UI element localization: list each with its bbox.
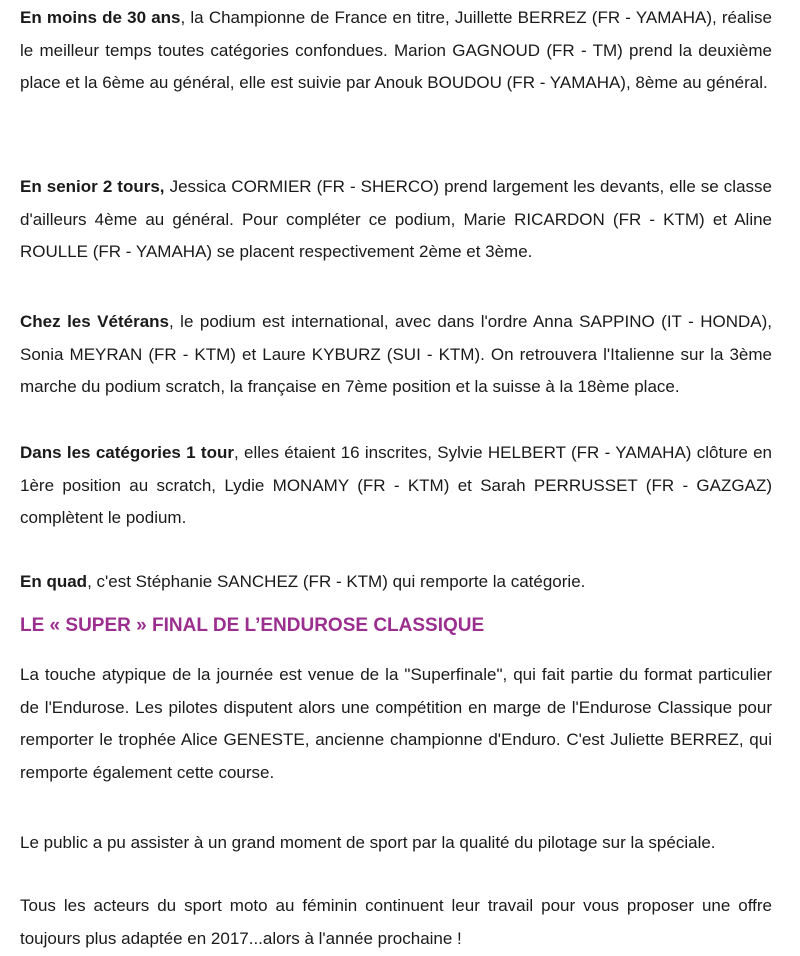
paragraph-lead: En moins de 30 ans	[20, 8, 181, 27]
paragraph-text: , c'est Stéphanie SANCHEZ (FR - KTM) qui remporte la catégorie.	[87, 572, 586, 591]
paragraph-lead: Dans les catégories 1 tour	[20, 443, 234, 462]
paragraph-public: Le public a pu assister à un grand moment de sport par la qualité du pilotage sur la spéciale.	[20, 833, 716, 852]
paragraph-quad	[20, 566, 585, 599]
paragraph-lead: En quad	[20, 572, 88, 591]
paragraph-text: , le podium est international, avec dans l'ordre Anna SAPPINO (IT - HONDA), Sonia MEYRAN (FR - KTM) et Laure KYBURZ (SUI - KTM). On retrouvera l'Italienne sur la 3ème marche du podium scratch, la française en 7ème position et la suisse à la 18ème place.	[20, 312, 772, 396]
paragraph-text: , la Championne de France en titre, Juillette BERREZ (FR - YAMAHA), réalise le meilleur temps toutes catégories confondues. Marion GAGNOUD (FR - TM) prend la deuxième place et la 6ème au général, elle est suivie par Anouk BOUDOU (FR - YAMAHA), 8ème au général.	[20, 8, 772, 92]
paragraph-veterans	[20, 306, 772, 404]
paragraph-under-30	[20, 2, 772, 100]
paragraph-senior	[20, 171, 772, 269]
paragraph-closing: Tous les acteurs du sport moto au féminin continuent leur travail pour vous proposer une offre toujours plus adaptée en 2017...alors à l'année prochaine !	[20, 896, 772, 948]
paragraph-text: , elles étaient 16 inscrites, Sylvie HELBERT (FR - YAMAHA) clôture en 1ère position au scratch, Lydie MONAMY (FR - KTM) et Sarah PERRUSSET (FR - GAZGAZ) complètent le podium.	[20, 443, 773, 527]
paragraph-lead: En senior 2 tours,	[20, 177, 165, 196]
paragraph-lead: Chez les Vétérans	[20, 312, 169, 331]
section-heading: LE « SUPER » FINAL DE L’ENDUROSE CLASSIQUE	[20, 615, 485, 636]
paragraph-text: Jessica CORMIER (FR - SHERCO) prend largement les devants, elle se classe d'ailleurs 4ème au général. Pour compléter ce podium, Marie RICARDON (FR - KTM) et Aline ROULLE (FR - YAMAHA) se placent respectivement 2ème et 3ème.	[20, 177, 772, 261]
paragraph-one-lap	[20, 437, 772, 535]
paragraph-superfinale: La touche atypique de la journée est venue de la "Superfinale", qui fait partie du format particulier de l'Endurose. Les pilotes disputent alors une compétition en marge de l'Endurose Classique pour remporter le trophée Alice GENESTE, ancienne championne d'Enduro. C'est Juliette BERREZ, qui remporte également cette course.	[20, 665, 772, 782]
